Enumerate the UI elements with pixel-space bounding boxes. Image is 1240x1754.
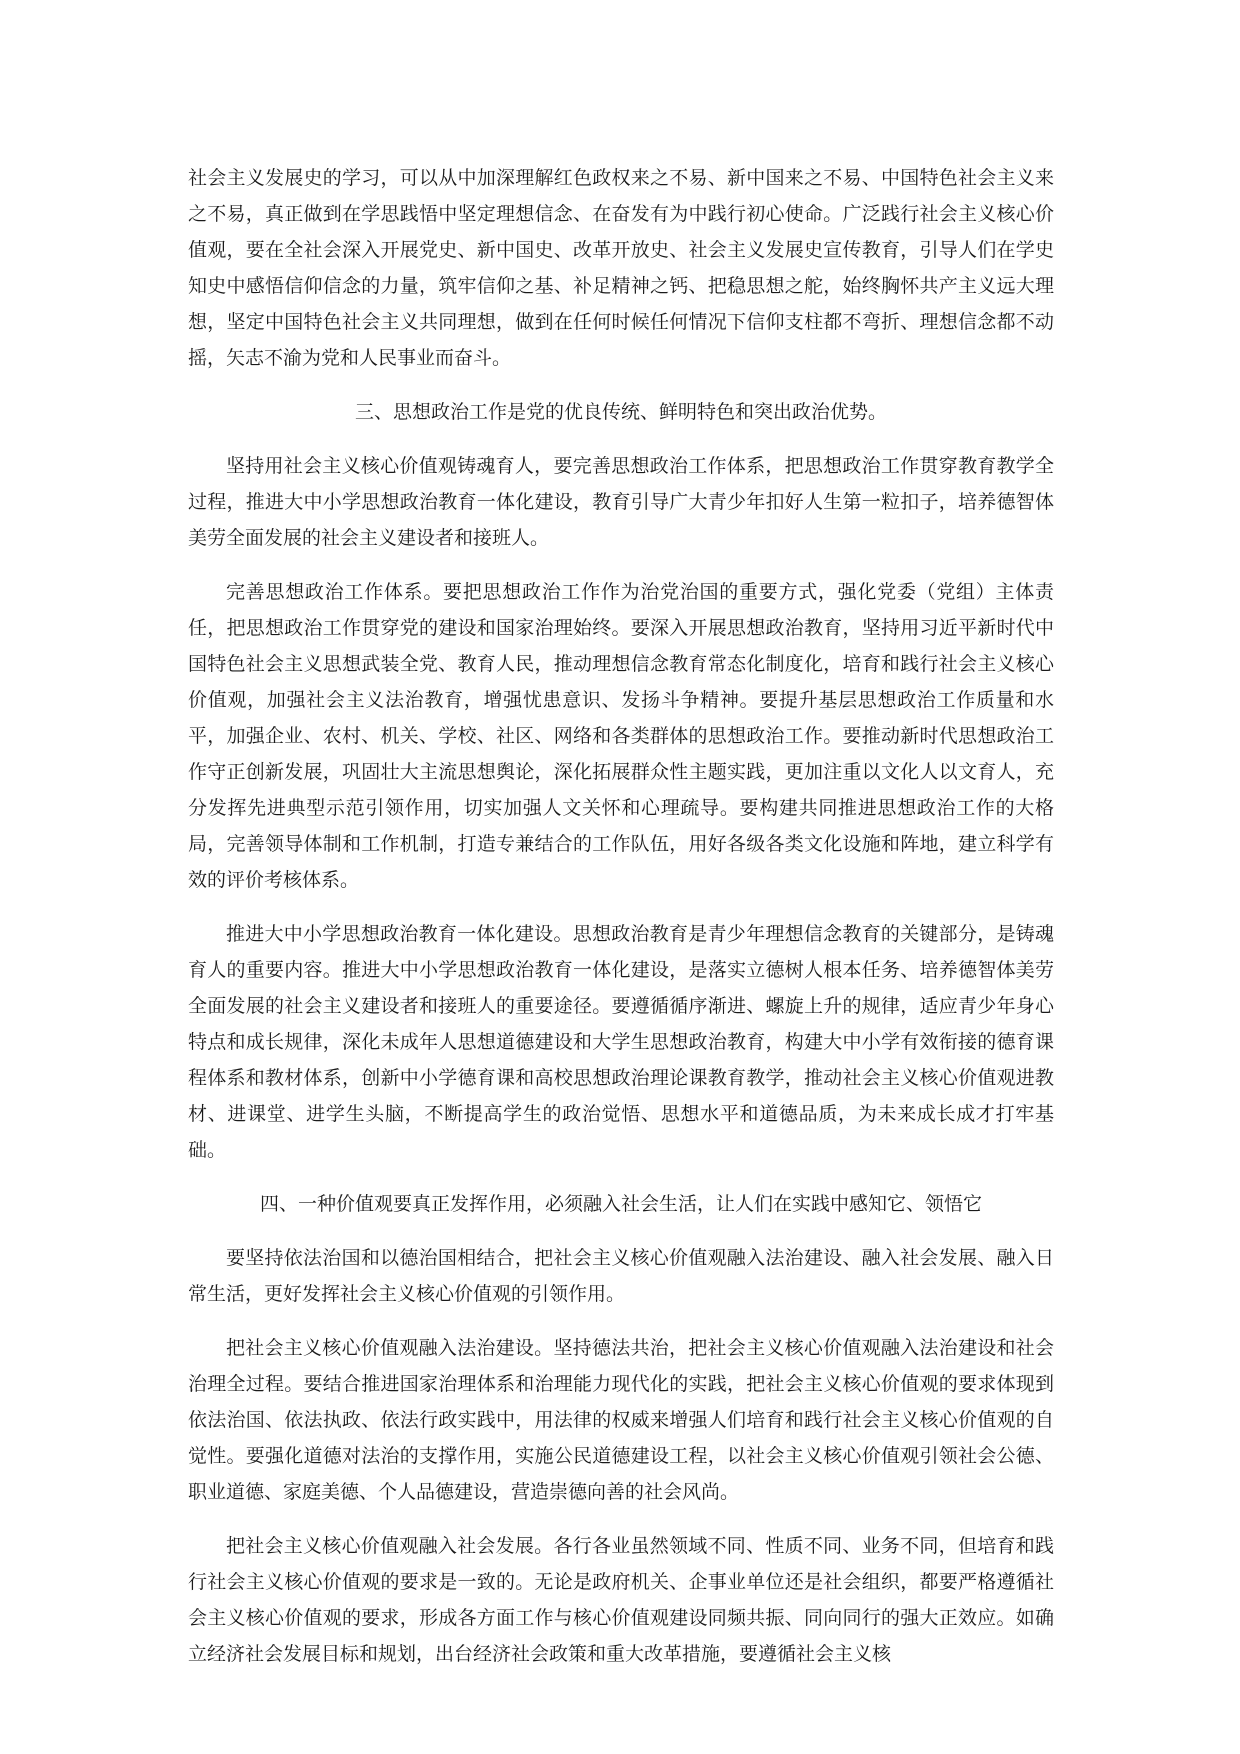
section-heading-3: 三、思想政治工作是党的优良传统、鲜明特色和突出政治优势。 [354, 401, 887, 423]
paragraph-3: 完善思想政治工作体系。要把思想政治工作作为治党治国的重要方式，强化党委（党组）主体责任，把思想政治工作贯穿党的建设和国家治理始终。要深入开展思想政治教育，坚持用习近平新时代中国特色社会主义思想武装全党、教育人民，推动理想信念教育常态化制度化，培育和践行社会主义核心价值观，加强社会主义法治教育，增强忧患意识、发扬斗争精神。要提升基层思想政治工作质量和水平，加强企业、农村、机关、学校、社区、网络和各类群体的思想政治工作。要推动新时代思想政治工作守正创新发展，巩固壮大主流思想舆论，深化拓展群众性主题实践，更加注重以文化人以文育人，充分发挥先进典型示范引领作用，切实加强人文关怀和心理疏导。要构建共同推进思想政治工作的大格局，完善领导体制和工作机制，打造专兼结合的工作队伍，用好各级各类文化设施和阵地，建立科学有效的评价考核体系。 [188, 581, 1054, 891]
paragraph-7: 把社会主义核心价值观融入社会发展。各行各业虽然领域不同、性质不同、业务不同，但培育和践行社会主义核心价值观的要求是一致的。无论是政府机关、企事业单位还是社会组织，都要严格遵循社会主义核心价值观的要求，形成各方面工作与核心价值观建设同频共振、同向同行的强大正效应。如确立经济社会发展目标和规划，出台经济社会政策和重大改革措施，要遵循社会主义核 [188, 1535, 1054, 1665]
section-heading-4: 四、一种价值观要真正发挥作用，必须融入社会生活，让人们在实践中感知它、领悟它 [259, 1193, 982, 1215]
document-page [188, 160, 1054, 1690]
paragraph-4: 推进大中小学思想政治教育一体化建设。思想政治教育是青少年理想信念教育的关键部分，是铸魂育人的重要内容。推进大中小学思想政治教育一体化建设，是落实立德树人根本任务、培养德智体美劳全面发展的社会主义建设者和接班人的重要途径。要遵循循序渐进、螺旋上升的规律，适应青少年身心特点和成长规律，深化未成年人思想道德建设和大学生思想政治教育，构建大中小学有效衔接的德育课程体系和教材体系，创新中小学德育课和高校思想政治理论课教育教学，推动社会主义核心价值观进教材、进课堂、进学生头脑，不断提高学生的政治觉悟、思想水平和道德品质，为未来成长成才打牢基础。 [188, 923, 1054, 1161]
paragraph-1: 社会主义发展史的学习，可以从中加深理解红色政权来之不易、新中国来之不易、中国特色社会主义来之不易，真正做到在学思践悟中坚定理想信念、在奋发有为中践行初心使命。广泛践行社会主义核心价值观，要在全社会深入开展党史、新中国史、改革开放史、社会主义发展史宣传教育，引导人们在学史知史中感悟信仰信念的力量，筑牢信仰之基、补足精神之钙、把稳思想之舵，始终胸怀共产主义远大理想，坚定中国特色社会主义共同理想，做到在任何时候任何情况下信仰支柱都不弯折、理想信念都不动摇，矢志不渝为党和人民事业而奋斗。 [188, 167, 1054, 369]
paragraph-6: 把社会主义核心价值观融入法治建设。坚持德法共治，把社会主义核心价值观融入法治建设和社会治理全过程。要结合推进国家治理体系和治理能力现代化的实践，把社会主义核心价值观的要求体现到依法治国、依法执政、依法行政实践中，用法律的权威来增强人们培育和践行社会主义核心价值观的自觉性。要强化道德对法治的支撑作用，实施公民道德建设工程，以社会主义核心价值观引领社会公德、职业道德、家庭美德、个人品德建设，营造崇德向善的社会风尚。 [188, 1337, 1054, 1503]
paragraph-2: 坚持用社会主义核心价值观铸魂育人，要完善思想政治工作体系，把思想政治工作贯穿教育教学全过程，推进大中小学思想政治教育一体化建设，教育引导广大青少年扣好人生第一粒扣子，培养德智体美劳全面发展的社会主义建设者和接班人。 [188, 455, 1054, 549]
paragraph-5: 要坚持依法治国和以德治国相结合，把社会主义核心价值观融入法治建设、融入社会发展、融入日常生活，更好发挥社会主义核心价值观的引领作用。 [188, 1247, 1054, 1305]
